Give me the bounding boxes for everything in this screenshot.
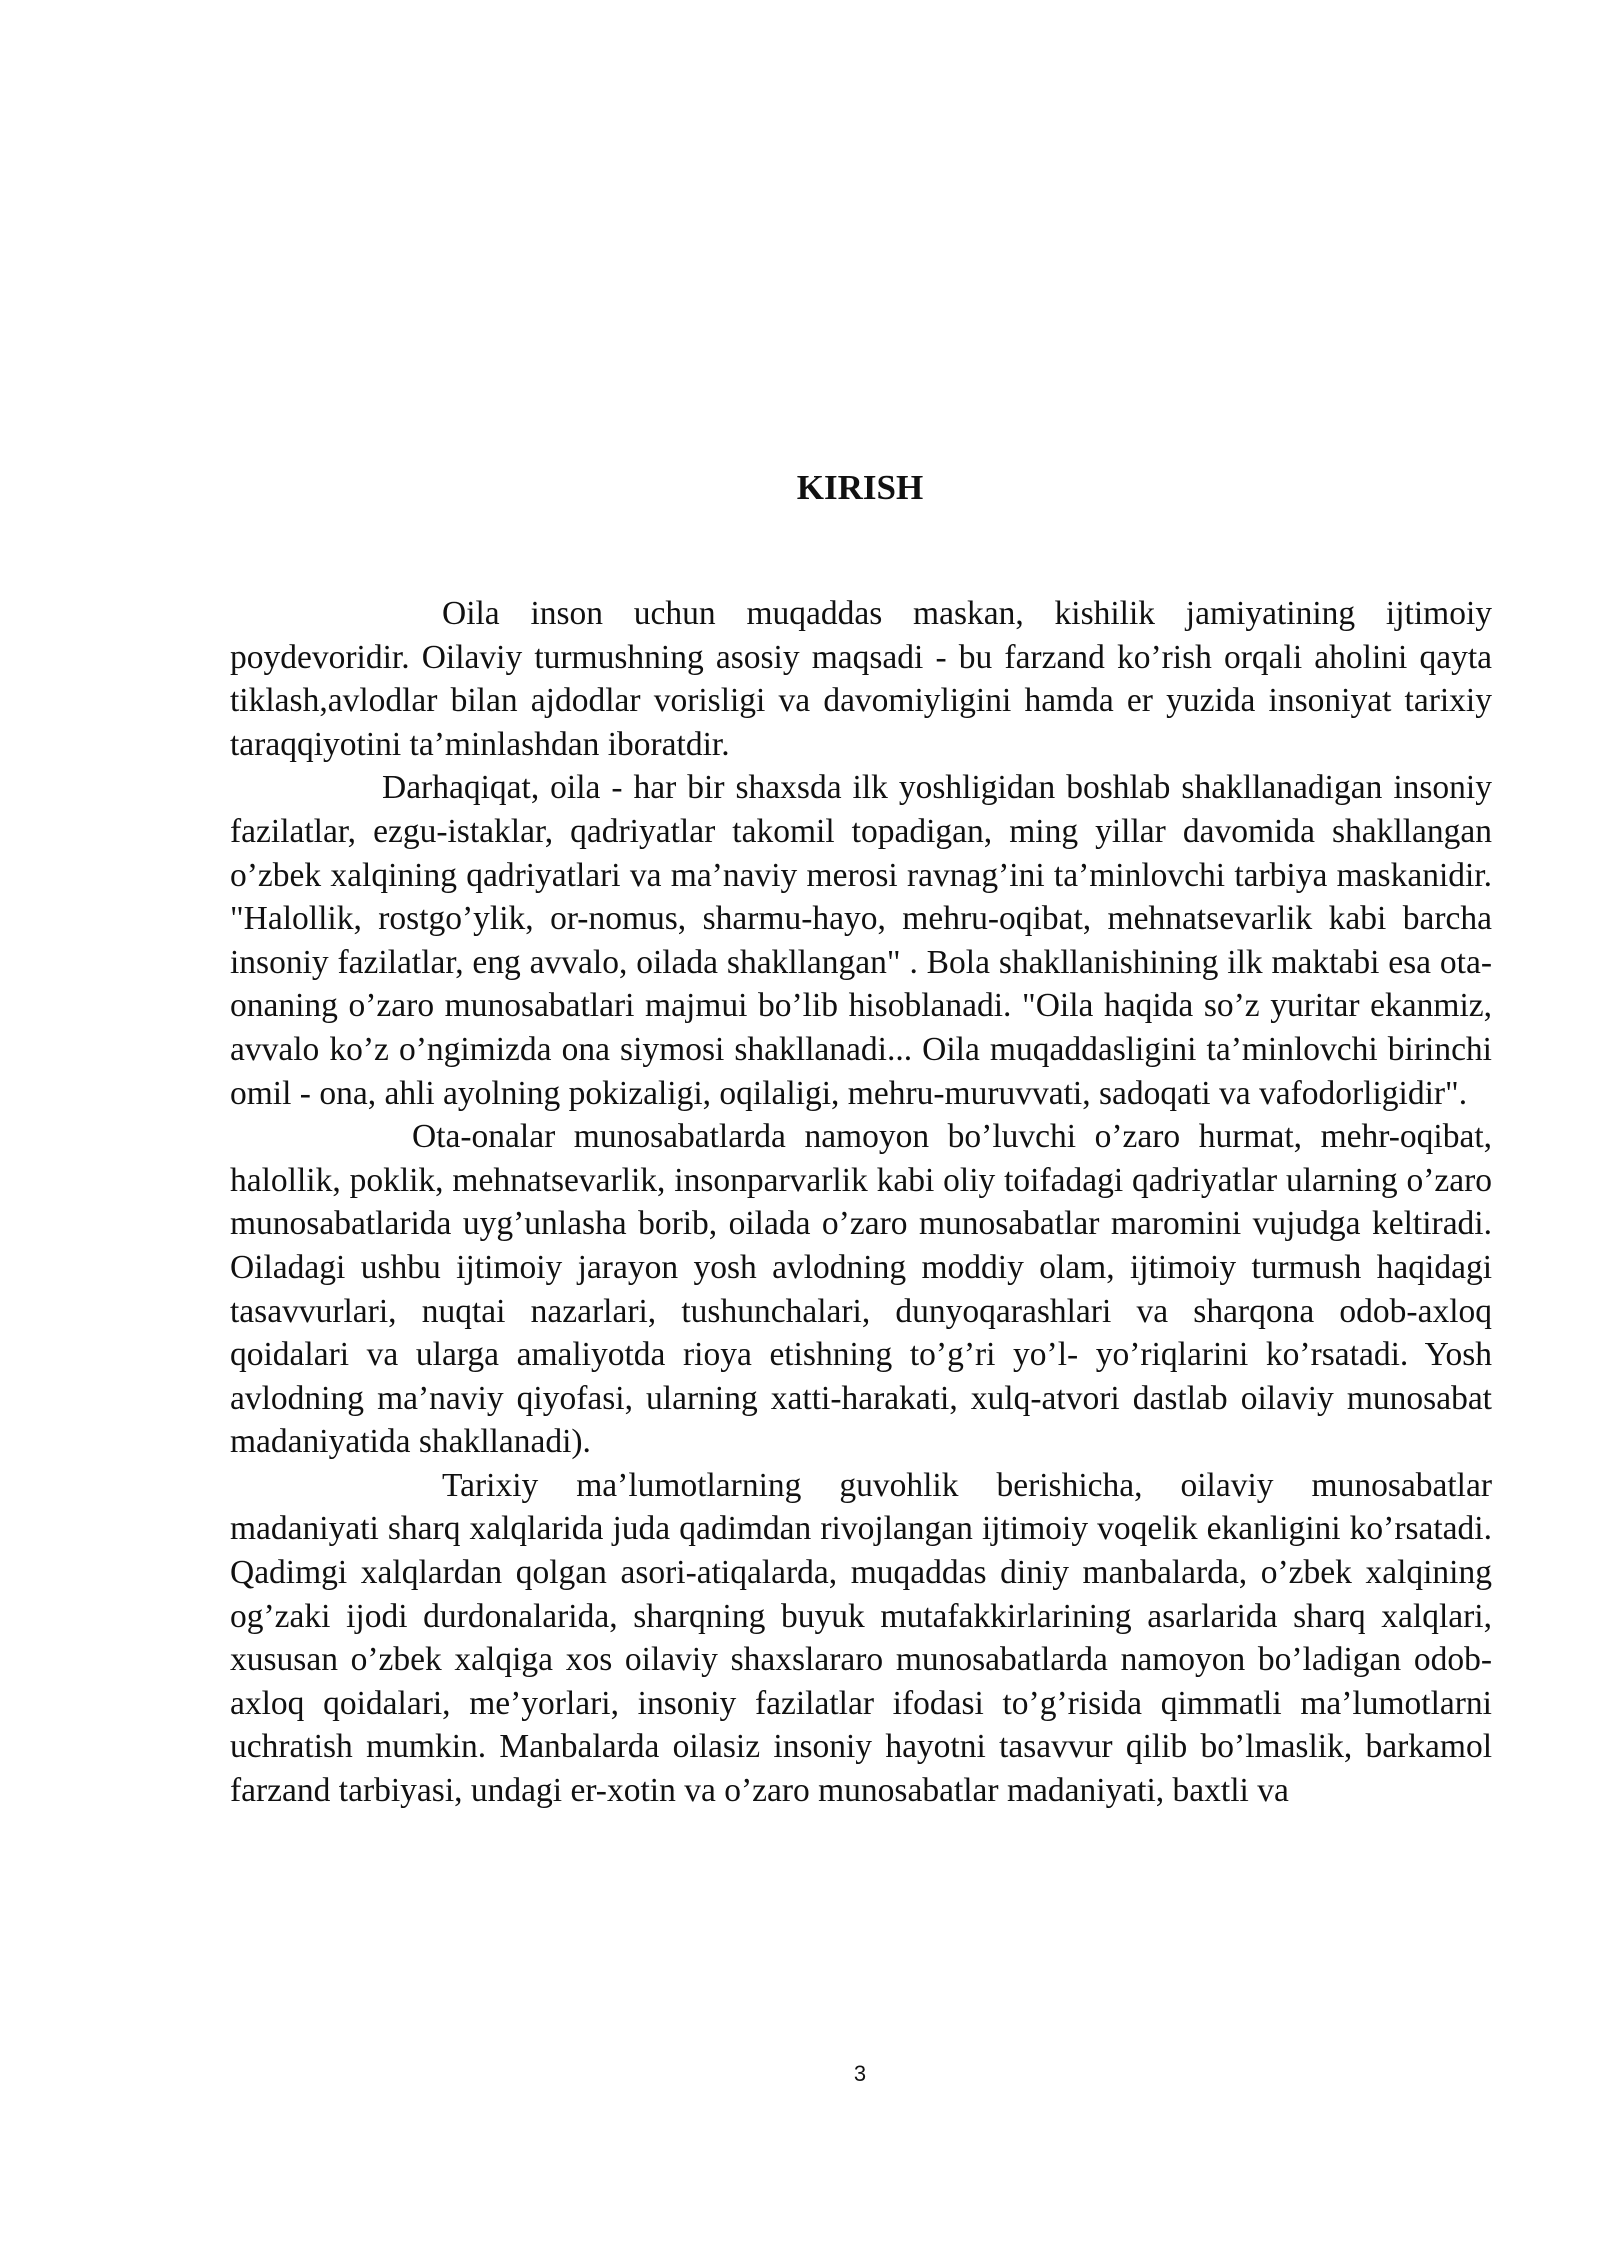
paragraph-4: Tarixiy ma’lumotlarning guvohlik berishicha, oilaviy munosabatlar madaniyati sharq xalqlarida juda qadimdan rivojlangan ijtimoiy voqelik ekanligini ko’rsatadi. Qadimgi xalqlardan qolgan asori-atiqalarda, muqaddas diniy manbalarda, o’zbek xalqining og’zaki ijodi durdonalarida, sharqning buyuk mutafakkirlarining asarlarida sharq xalqlari, xususan o’zbek xalqiga xos oilaviy shaxslararo munosabatlarda namoyon bo’ladigan odob-axloq qoidalari, me’yorlari, insoniy fazilatlar ifodasi to’g’risida qimmatli ma’lumotlarni uchratish mumkin. Manbalarda oilasiz insoniy hayotni tasavvur qilib bo’lmaslik, barkamol farzand tarbiyasi, undagi er-xotin va o’zaro munosabatlar madaniyati, baxtli va bbox=[230, 1466, 1492, 1810]
page-number: 3 bbox=[853, 2061, 867, 2086]
paragraph-3: Ota-onalar munosabatlarda namoyon bo’luvchi o’zaro hurmat, mehr-oqibat, halollik, poklik, mehnatsevarlik, insonparvarlik kabi oliy toifadagi qadriyatlar ularning o’zaro munosabatlarida uyg’unlasha borib, oilada o’zaro munosabatlar maromini vujudga keltiradi. Oiladagi ushbu ijtimoiy jarayon yosh avlodning moddiy olam, ijtimoiy turmush haqidagi tasavvurlari, nuqtai nazarlari, tushunchalari, dunyoqarashlari va sharqona odob-axloq qoidalari va ularga amaliyotda rioya etishning to’g’ri yo’l- yo’riqlarini ko’rsatadi. Yosh avlodning ma’naviy qiyofasi, ularning xatti-harakati, xulq-atvori dastlab oilaviy munosabat madaniyatida shakllanadi). bbox=[230, 1118, 1492, 1461]
body-text bbox=[230, 592, 1492, 1813]
paragraph-2: Darhaqiqat, oila - har bir shaxsda ilk yoshligidan boshlab shakllanadigan insoniy fazilatlar, ezgu-istaklar, qadriyatlar takomil topadigan, ming yillar davomida shakllangan o’zbek xalqining qadriyatlari va ma’naviy merosi ravnag’ini ta’minlovchi tarbiya maskanidir. "Halollik, rostgo’ylik, or-nomus, sharmu-hayo, mehru-oqibat, mehnatsevarlik kabi barcha insoniy fazilatlar, eng avvalo, oilada shakllangan" . Bola shakllanishining ilk maktabi esa ota-onaning o’zaro munosabatlari majmui bo’lib hisoblanadi. "Oila haqida so’z yuritar ekanmiz, avvalo ko’z o’ngimizda ona siymosi shakllanadi... Oila muqaddasligini ta’minlovchi birinchi omil - ona, ahli ayolning pokizaligi, oqilaligi, mehru-muruvvati, sadoqati va vafodorligidir". bbox=[230, 769, 1492, 1112]
paragraph-1: Oila inson uchun muqaddas maskan, kishilik jamiyatining ijtimoiy poydevoridir. Oilaviy turmushning asosiy maqsadi - bu farzand ko’rish orqali aholini qayta tiklash,avlodlar bilan ajdodlar vorisligi va davomiyligini hamda er yuzida insoniyat tarixiy taraqqiyotini ta’minlashdan iboratdir. bbox=[230, 595, 1492, 763]
page-title: KIRISH bbox=[796, 468, 924, 507]
